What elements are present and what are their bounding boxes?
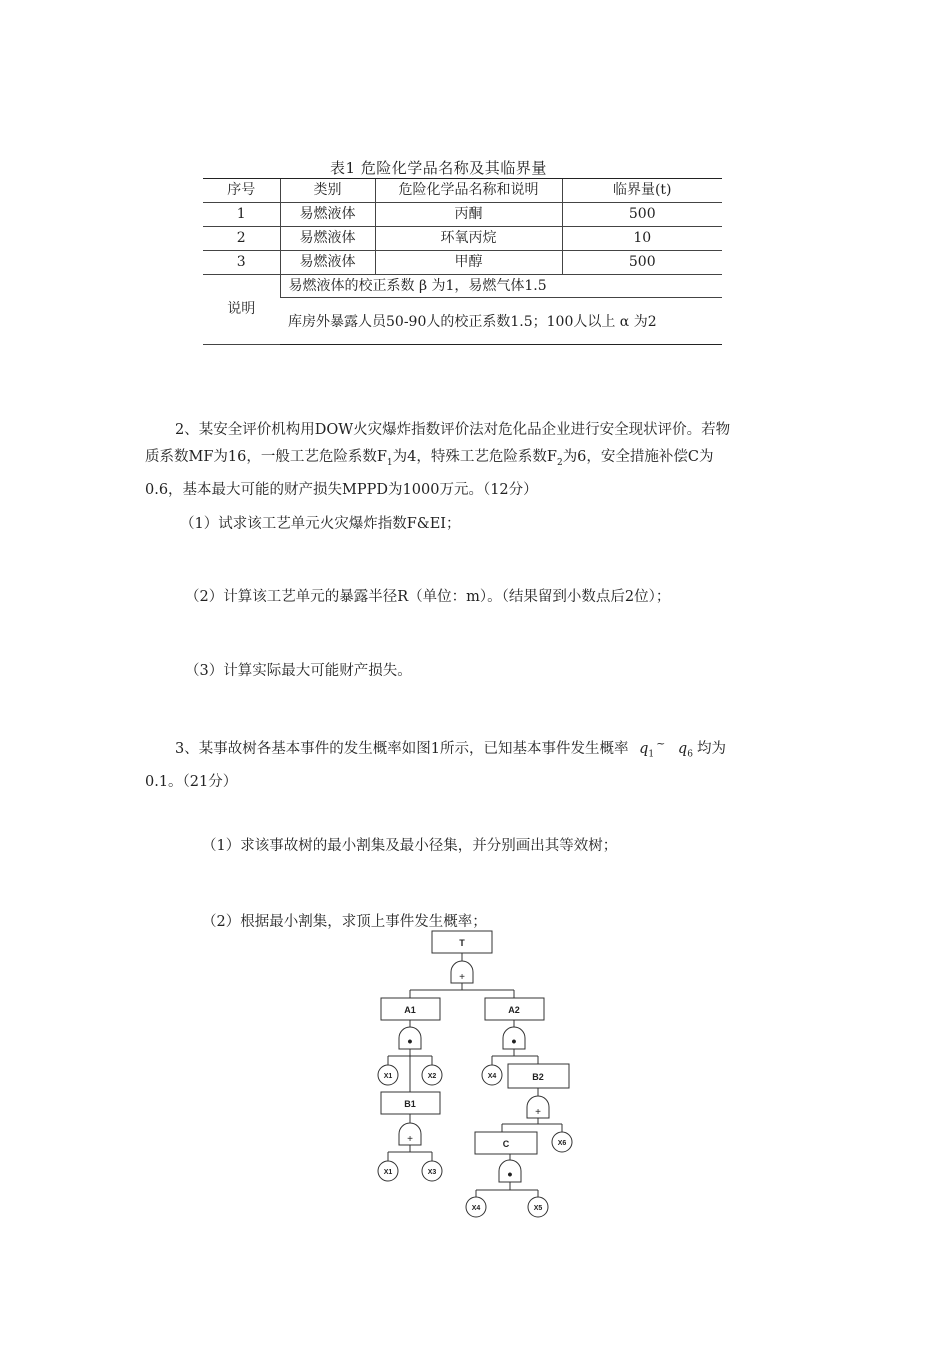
table-caption: 表1 危险化学品名称及其临界量 xyxy=(330,159,547,177)
header-cell: 类别 xyxy=(280,179,375,203)
table-cell: 10 xyxy=(562,227,722,251)
table-cell: 易燃液体 xyxy=(280,203,375,227)
label-x4: X4 xyxy=(487,1073,497,1080)
label-x1: X1 xyxy=(383,1073,393,1080)
table-cell: 500 xyxy=(562,251,722,275)
label-x1: X1 xyxy=(383,1169,393,1176)
and-symbol: • xyxy=(407,1033,413,1049)
q2-sub1: （1）试求该工艺单元火灾爆炸指数F&EI； xyxy=(180,516,461,532)
label-a1: A1 xyxy=(404,1005,416,1015)
subscript: 6 xyxy=(687,749,693,760)
or-symbol: + xyxy=(535,1107,541,1118)
q-symbol: q xyxy=(677,740,688,757)
table-cell: 2 xyxy=(203,227,280,251)
q2-text: 为4，特殊工艺危险系数F xyxy=(392,449,557,465)
tilde: ~ xyxy=(656,737,666,750)
label-x2: X2 xyxy=(427,1073,437,1080)
q2-line: 2、某安全评价机构用DOW火灾爆炸指数评价法对危化品企业进行安全现状评价。若物 xyxy=(175,422,731,438)
note-cell: 库房外暴露人员50-90人的校正系数1.5；100人以上 α 为2 xyxy=(280,298,722,345)
or-symbol: + xyxy=(407,1134,413,1145)
q2-line: 0.6，基本最大可能的财产损失MPPD为1000万元。（12分） xyxy=(145,481,538,498)
table-cell: 3 xyxy=(203,251,280,275)
q3-sub1: （1）求该事故树的最小割集及最小径集，并分别画出其等效树； xyxy=(202,838,618,854)
subscript: 1 xyxy=(648,749,655,760)
label-x3: X3 xyxy=(427,1169,437,1176)
q3-sub2: （2）根据最小割集，求顶上事件发生概率； xyxy=(202,914,487,930)
header-cell: 临界量(t) xyxy=(562,179,722,203)
header-cell: 危险化学品名称和说明 xyxy=(375,179,562,203)
label-top: T xyxy=(459,938,465,948)
note-cell: 易燃液体的校正系数 β 为1，易燃气体1.5 xyxy=(280,275,722,298)
or-symbol: + xyxy=(459,972,465,983)
table-cell: 环氧丙烷 xyxy=(375,227,562,251)
and-symbol: • xyxy=(507,1166,513,1182)
q3-text: 均为 xyxy=(696,740,726,757)
header-cell: 序号 xyxy=(203,179,280,203)
label-a2: A2 xyxy=(508,1005,520,1015)
q2-text: 为6，安全措施补偿C为 xyxy=(562,449,714,465)
table-cell: 易燃液体 xyxy=(280,227,375,251)
q2-sub3: （3）计算实际最大可能财产损失。 xyxy=(185,663,412,679)
table-cell: 甲醇 xyxy=(375,251,562,275)
and-symbol: • xyxy=(511,1033,517,1049)
table-cell: 1 xyxy=(203,203,280,227)
table-cell: 丙酮 xyxy=(375,203,562,227)
note-label-cell: 说明 xyxy=(203,275,280,345)
q2-text: 质系数MF为16，一般工艺危险系数F xyxy=(145,449,387,465)
subscript: 1 xyxy=(386,457,393,468)
q2-sub2: （2）计算该工艺单元的暴露半径R（单位：m）。（结果留到小数点后2位）； xyxy=(185,589,671,605)
label-c: C xyxy=(502,1139,510,1149)
q3-line: 0.1。（21分） xyxy=(145,773,238,790)
label-b2: B2 xyxy=(532,1072,544,1082)
label-x6: X6 xyxy=(557,1140,567,1147)
label-b1: B1 xyxy=(404,1099,416,1109)
subscript: 2 xyxy=(556,457,563,468)
q3-text: 3、某事故树各基本事件的发生概率如图1所示，已知基本事件发生概率 xyxy=(175,740,629,757)
table-cell: 500 xyxy=(562,203,722,227)
table-cell: 易燃液体 xyxy=(280,251,375,275)
label-x4: X4 xyxy=(471,1205,481,1212)
q-symbol: q xyxy=(639,740,649,757)
label-x5: X5 xyxy=(533,1205,543,1212)
